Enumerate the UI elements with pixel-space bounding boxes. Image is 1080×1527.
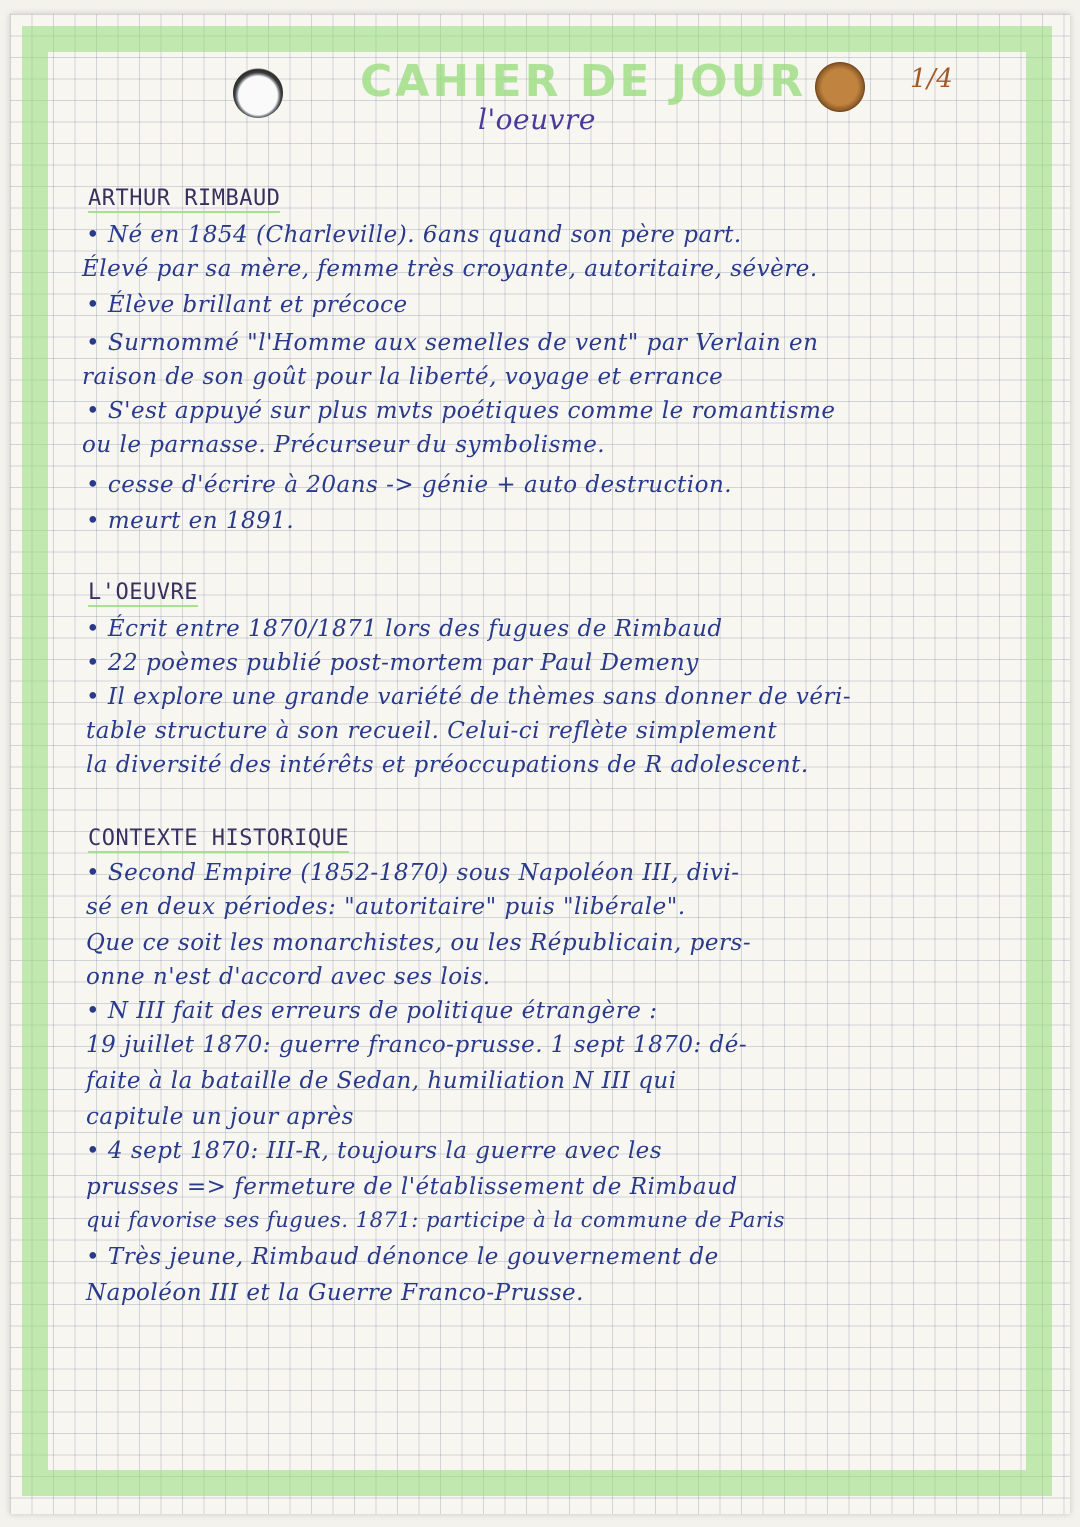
binder-hole-left [233,68,283,118]
note-line: la diversité des intérêts et préoccupations de R adolescent. [86,752,809,778]
section-heading-oeuvre: L'OEUVRE [88,580,198,605]
note-line: • Il explore une grande variété de thèmes sans donner de véri- [86,684,852,710]
note-line: capitule un jour après [86,1104,354,1130]
note-line: • Très jeune, Rimbaud dénonce le gouvernement de [86,1244,719,1270]
note-line: • Élève brillant et précoce [86,292,408,318]
note-line: table structure à son recueil. Celui-ci reflète simplement [86,718,778,744]
note-line: ou le parnasse. Précurseur du symbolisme. [82,432,606,458]
note-line: Élevé par sa mère, femme très croyante, autoritaire, sévère. [82,256,818,282]
note-line: Napoléon III et la Guerre Franco-Prusse. [86,1280,584,1306]
section-heading-contexte: CONTEXTE HISTORIQUE [88,826,350,851]
note-line: • Surnommé "l'Homme aux semelles de vent" par Verlain en [86,330,819,356]
note-line: Que ce soit les monarchistes, ou les Républicain, pers- [86,930,752,956]
note-line: • Né en 1854 (Charleville). 6ans quand son père part. [86,222,742,248]
note-line: • N III fait des erreurs de politique étrangère : [86,998,658,1024]
note-line: • 22 poèmes publié post-mortem par Paul Demeny [86,650,699,676]
page-number: 1/4 [910,64,954,94]
binder-hole-right [815,62,865,112]
page-subtitle: l'oeuvre [478,103,596,136]
note-line: 19 juillet 1870: guerre franco-prusse. 1 sept 1870: dé- [86,1032,748,1058]
note-line: • meurt en 1891. [86,508,295,534]
note-line: • cesse d'écrire à 20ans -> génie + auto destruction. [86,472,733,498]
note-line: sé en deux périodes: "autoritaire" puis "libérale". [86,894,686,920]
note-line: prusses => fermeture de l'établissement de Rimbaud [86,1174,738,1200]
note-line: • Écrit entre 1870/1871 lors des fugues de Rimbaud [86,616,723,642]
cahier-stamp: CAHIER DE JOUR [360,56,807,107]
note-line: raison de son goût pour la liberté, voyage et errance [82,364,724,390]
note-line: faite à la bataille de Sedan, humiliation N III qui [86,1068,677,1094]
note-line: qui favorise ses fugues. 1871: participe à la commune de Paris [86,1208,785,1232]
note-line: • Second Empire (1852-1870) sous Napoléon III, divi- [86,860,740,886]
note-line: onne n'est d'accord avec ses lois. [86,964,491,990]
section-heading-rimbaud: ARTHUR RIMBAUD [88,186,281,211]
note-line: • S'est appuyé sur plus mvts poétiques comme le romantisme [86,398,836,424]
note-line: • 4 sept 1870: III-R, toujours la guerre avec les [86,1138,663,1164]
